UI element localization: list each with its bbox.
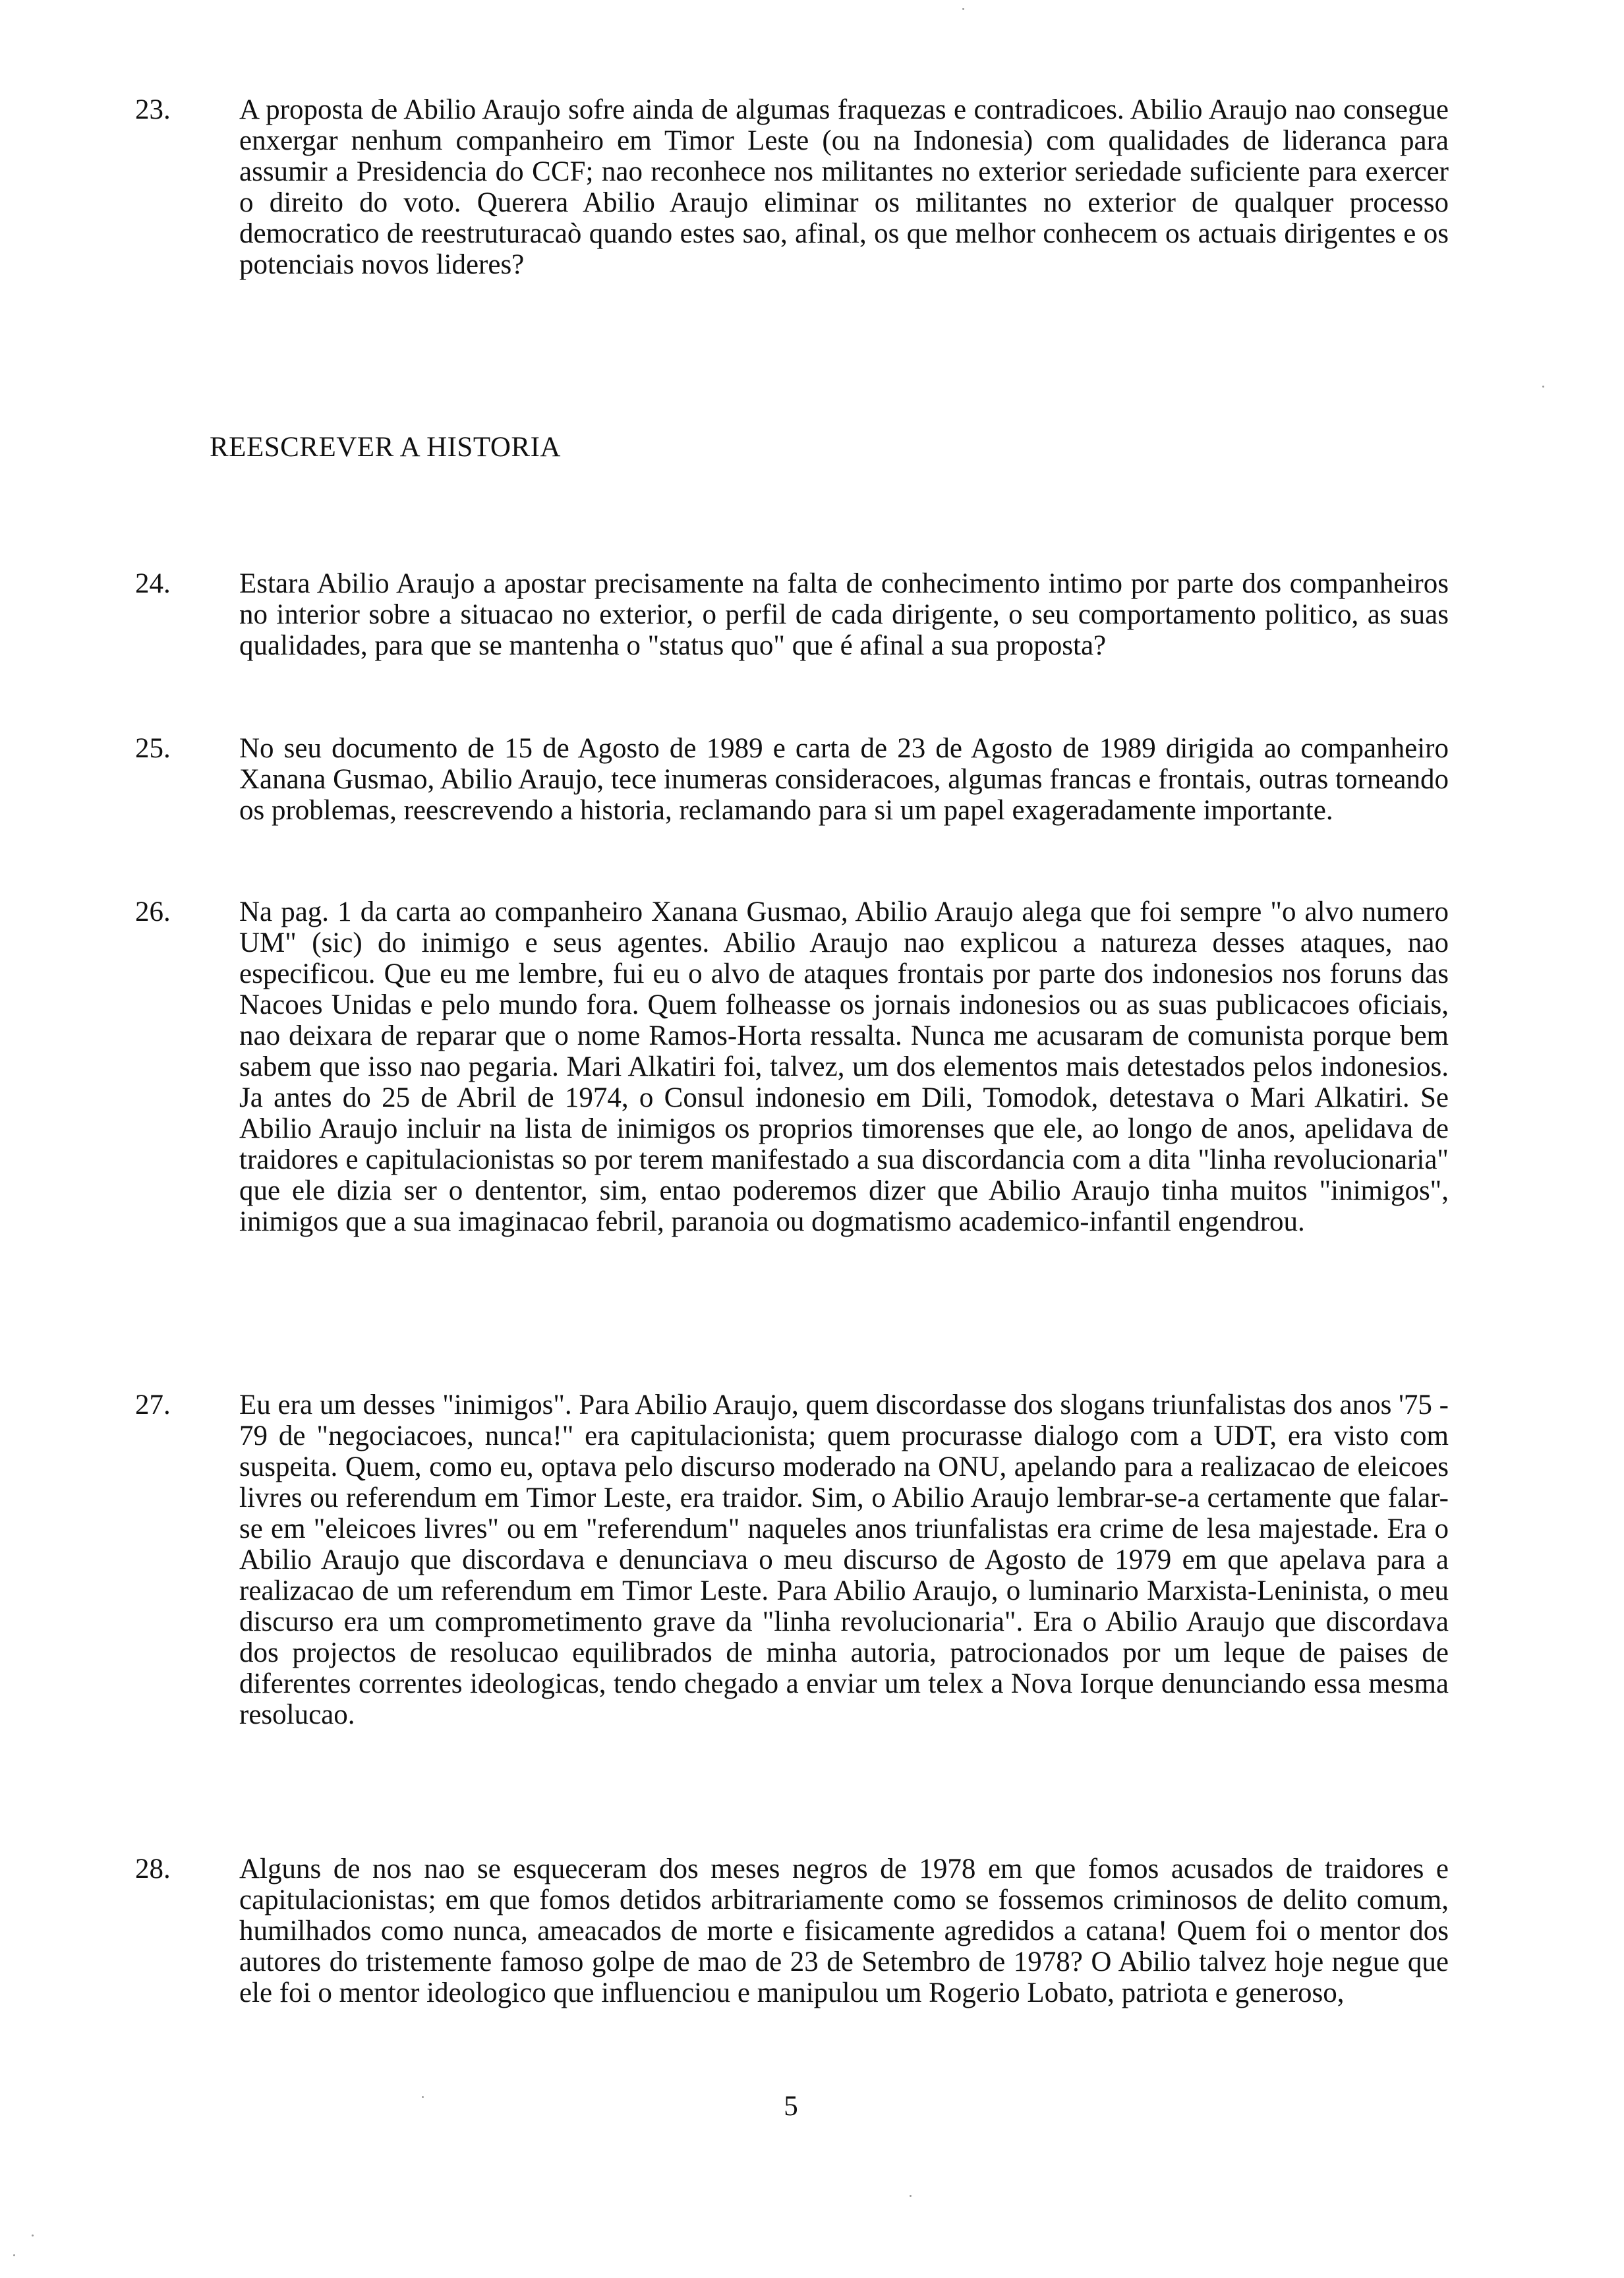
scan-speck	[32, 2234, 34, 2236]
paragraph-number: 28.	[135, 1854, 171, 1884]
paragraph-number: 24.	[135, 568, 171, 599]
scan-speck	[422, 2096, 424, 2098]
paragraph-number: 25.	[135, 733, 171, 764]
paragraph-number: 23.	[135, 94, 171, 125]
paragraph-text: No seu documento de 15 de Agosto de 1989 e carta de 23 de Agosto de 1989 dirigida ao companheiro Xanana Gusmao, Abilio Araujo, tece inumeras consideracoes, algumas francas e frontais, outras torneando os problemas, reescrevendo a historia, reclamando para si um papel exageradamente importante.	[239, 733, 1449, 826]
scan-speck	[1542, 386, 1544, 388]
scan-speck	[962, 8, 964, 10]
section-heading: REESCREVER A HISTORIA	[210, 432, 561, 463]
paragraph-text: Eu era um desses "inimigos". Para Abilio Araujo, quem discordasse dos slogans triunfalistas dos anos '75 - 79 de "negociacoes, nunca!" era capitulacionista; quem procurasse dialogo com a UDT, era visto com suspeita. Quem, como eu, optava pelo discurso moderado na ONU, apelando para a realizacao de eleicoes livres ou referendum em Timor Leste, era traidor. Sim, o Abilio Araujo lembrar-se-a certamente que falar-se em "eleicoes livres" ou em "referendum" naqueles anos triunfalistas era crime de lesa majestade. Era o Abilio Araujo que discordava e denunciava o meu discurso de Agosto de 1979 em que apelava para a realizacao de um referendum em Timor Leste. Para Abilio Araujo, o luminario Marxista-Leninista, o meu discurso era um comprometimento grave da "linha revolucionaria". Era o Abilio Araujo que discordava dos projectos de resolucao equilibrados de minha autoria, patrocionados por um leque de paises de diferentes correntes ideologicas, tendo chegado a enviar um telex a Nova Iorque denunciando essa mesma resolucao.	[239, 1389, 1449, 1730]
paragraph-text: Estara Abilio Araujo a apostar precisamente na falta de conhecimento intimo por parte dos companheiros no interior sobre a situacao no exterior, o perfil de cada dirigente, o seu comportamento politico, as suas qualidades, para que se mantenha o "status quo" que é afinal a sua proposta?	[239, 568, 1449, 661]
paragraph-text: Alguns de nos nao se esqueceram dos meses negros de 1978 em que fomos acusados de traidores e capitulacionistas; em que fomos detidos arbitrariamente como se fossemos criminosos de delito comum, humilhados como nunca, ameacados de morte e fisicamente agredidos a catana! Quem foi o mentor dos autores do tristemente famoso golpe de mao de 23 de Setembro de 1978? O Abilio talvez hoje negue que ele foi o mentor ideologico que influenciou e manipulou um Rogerio Lobato, patriota e generoso,	[239, 1854, 1449, 2008]
scan-speck	[910, 2195, 912, 2197]
paragraph-text: Na pag. 1 da carta ao companheiro Xanana Gusmao, Abilio Araujo alega que foi sempre "o alvo numero UM" (sic) do inimigo e seus agentes. Abilio Araujo nao explicou a natureza desses ataques, nao especificou. Que eu me lembre, fui eu o alvo de ataques frontais por parte dos indonesios nos foruns das Nacoes Unidas e pelo mundo fora. Quem folheasse os jornais indonesios ou as suas publicacoes oficiais, nao deixara de reparar que o nome Ramos-Horta ressalta. Nunca me acusaram de comunista porque bem sabem que isso nao pegaria. Mari Alkatiri foi, talvez, um dos elementos mais detestados pelos indonesios. Ja antes do 25 de Abril de 1974, o Consul indonesio em Dili, Tomodok, detestava o Mari Alkatiri. Se Abilio Araujo incluir na lista de inimigos os proprios timorenses que ele, ao longo de anos, apelidava de traidores e capitulacionistas so por terem manifestado a sua discordancia com a dita "linha revolucionaria" que ele dizia ser o dententor, sim, entao poderemos dizer que Abilio Araujo tinha muitos "inimigos", inimigos que a sua imaginacao febril, paranoia ou dogmatismo academico-infantil engendrou.	[239, 896, 1449, 1237]
scan-speck	[13, 2254, 15, 2256]
page-number: 5	[784, 2091, 798, 2122]
paragraph-text: A proposta de Abilio Araujo sofre ainda de algumas fraquezas e contradicoes. Abilio Araujo nao consegue enxergar nenhum companheiro em Timor Leste (ou na Indonesia) com qualidades de lideranca para assumir a Presidencia do CCF; nao reconhece nos militantes no exterior seriedade suficiente para exercer o direito do voto. Querera Abilio Araujo eliminar os militantes no exterior de qualquer processo democratico de reestruturacaò quando estes sao, afinal, os que melhor conhecem os actuais dirigentes e os potenciais novos lideres?	[239, 94, 1449, 280]
paragraph-number: 26.	[135, 896, 171, 927]
paragraph-number: 27.	[135, 1389, 171, 1420]
